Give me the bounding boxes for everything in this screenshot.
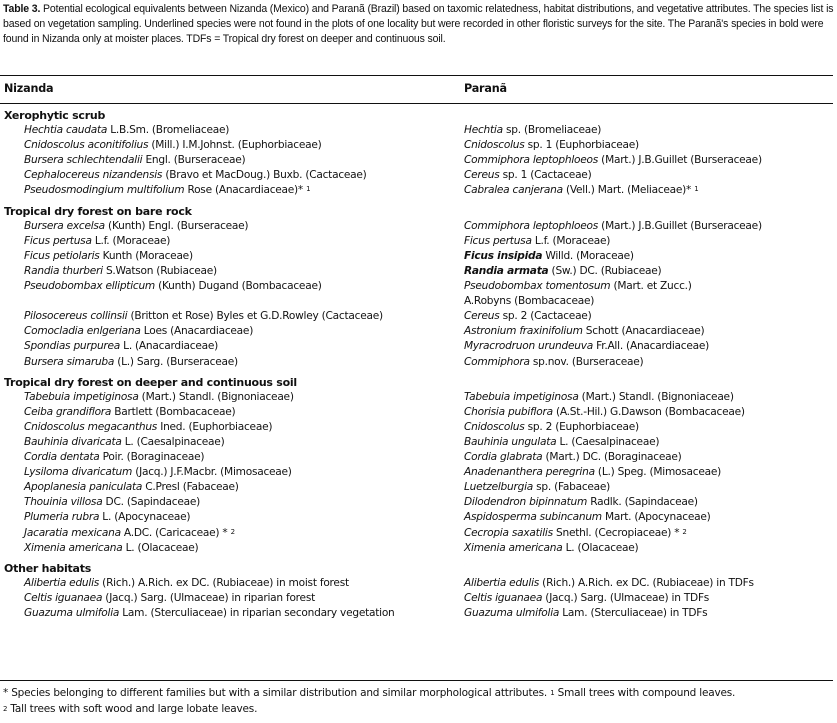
parana-species-row [464, 465, 836, 480]
species-authority-family: sp.nov. (Burseraceae) [529, 355, 644, 368]
nizanda-species-row [4, 591, 444, 606]
species-authority-family: (Mart.) DC. (Boraginaceae) [542, 451, 682, 464]
species-authority-family: Rose (Anacardiaceae)* [184, 184, 307, 197]
species-authority-family: sp. 1 (Cactaceae) [499, 169, 592, 182]
footnote-marker: 1 [694, 185, 699, 194]
species-authority-family: L. (Olacaceae) [122, 541, 199, 554]
nizanda-species-row [4, 405, 444, 420]
species-name: Alibertia edulis [24, 576, 100, 589]
species-name: Cnidoscolus [464, 420, 525, 433]
species-authority-family: C.Presl (Fabaceae) [142, 481, 239, 494]
footnotes [3, 686, 735, 717]
nizanda-species-row [4, 309, 444, 324]
species-name: Ximenia americana [24, 541, 123, 554]
nizanda-species-row [4, 294, 444, 309]
parana-species-row [464, 606, 836, 621]
species-name: Guazuma ulmifolia [24, 607, 120, 619]
species-name: Ficus pertusa [464, 234, 532, 247]
nizanda-species-row [4, 183, 444, 198]
nizanda-species-row [4, 138, 444, 153]
parana-species-row [464, 234, 836, 249]
nizanda-species-row [4, 390, 444, 405]
section-title-spacer [464, 204, 836, 219]
species-name: Hechtia [464, 124, 503, 137]
nizanda-species-row [4, 249, 444, 264]
species-authority-family: L. (Apocynaceae) [99, 511, 191, 524]
nizanda-species-row [4, 510, 444, 525]
caption-label: Table 3. [3, 3, 41, 15]
species-authority-family: L.f. (Moraceae) [91, 234, 171, 247]
parana-species-row [464, 355, 836, 370]
species-authority-family: Bartlett (Bombacaceae) [111, 405, 236, 418]
species-authority-family: sp. 2 (Cactaceae) [499, 310, 592, 323]
species-name: Pseudosmodingium multifolium [24, 184, 185, 197]
species-name: Bursera excelsa [24, 219, 105, 232]
species-name: Celtis iguanaea [24, 591, 103, 604]
section-title-spacer [464, 375, 836, 390]
species-authority-family: (A.St.-Hil.) G.Dawson (Bombacaceae) [552, 405, 745, 418]
header-rule [0, 103, 833, 104]
species-name: Cereus [464, 169, 500, 182]
species-authority-family: (Jacq.) J.F.Macbr. (Mimosaceae) [132, 466, 292, 479]
species-name: Cecropia saxatilis [464, 526, 553, 539]
species-authority-family: L. (Caesalpinaceae) [121, 435, 225, 448]
species-authority-family: Lam. (Sterculiaceae) in riparian secondary vegetation [119, 607, 395, 619]
species-name: Ficus petiolaris [24, 249, 100, 262]
nizanda-species-row [4, 450, 444, 465]
parana-species-row [464, 183, 836, 198]
nizanda-species-row [4, 480, 444, 495]
species-name: Cabralea canjerana [464, 184, 563, 197]
species-name: Chorisia pubiflora [464, 405, 553, 418]
species-name: Hechtia caudata [24, 124, 108, 137]
section-title: Tropical dry forest on deeper and continuous soil [4, 375, 297, 389]
parana-column [464, 108, 836, 621]
species-authority-family: (Britton et Rose) Byles et G.D.Rowley (Cactaceae) [127, 310, 383, 323]
species-name: Aspidosperma subincanum [464, 511, 602, 524]
species-authority-family: (L.) Speg. (Mimosaceae) [594, 466, 722, 479]
species-name: Bauhinia ungulata [464, 435, 557, 448]
nizanda-species-row [4, 153, 444, 168]
species-name: Alibertia edulis [464, 576, 540, 589]
section-title-spacer [464, 561, 836, 576]
species-authority-family: sp. (Fabaceae) [533, 481, 611, 494]
nizanda-species-row [4, 355, 444, 370]
column-header-parana: Paranã [464, 82, 507, 95]
species-authority-family: A.DC. (Caricaceae) * [120, 526, 231, 539]
species-authority-family: L.f. (Moraceae) [531, 234, 611, 247]
species-authority-family: Ined. (Euphorbiaceae) [157, 420, 273, 433]
species-authority-family: A.Robyns (Bombacaceae) [464, 295, 595, 308]
species-authority-family: Snethl. (Cecropiaceae) * [552, 526, 683, 539]
parana-species-row [464, 576, 836, 591]
parana-species-row [464, 591, 836, 606]
nizanda-column [4, 108, 444, 621]
species-name: Dilodendron bipinnatum [464, 496, 588, 509]
species-authority-family: L. (Caesalpinaceae) [556, 435, 660, 448]
species-name: Ceiba grandiflora [24, 405, 112, 418]
species-name: Commiphora [464, 355, 530, 368]
species-authority-family: Fr.All. (Anacardiaceae) [593, 340, 710, 353]
species-name: Randia armata [464, 264, 549, 277]
nizanda-species-row [4, 264, 444, 279]
parana-species-row [464, 138, 836, 153]
species-name: Cordia glabrata [464, 451, 543, 464]
parana-species-row [464, 435, 836, 450]
parana-species-row [464, 279, 836, 294]
parana-species-row [464, 294, 836, 309]
species-name: Ficus pertusa [24, 234, 92, 247]
species-authority-family: (Jacq.) Sarg. (Ulmaceae) in riparian forest [102, 591, 315, 604]
species-authority-family: L.B.Sm. (Bromeliaceae) [107, 124, 230, 137]
species-authority-family: Willd. (Moraceae) [542, 249, 634, 262]
species-authority-family: (Mart.) Standl. (Bignoniaceae) [138, 390, 294, 403]
species-name: Tabebuia impetiginosa [464, 390, 579, 403]
parana-species-row [464, 264, 836, 279]
species-authority-family: Radlk. (Sapindaceae) [587, 496, 698, 509]
parana-species-row [464, 324, 836, 339]
species-name: Plumeria rubra [24, 511, 100, 524]
species-name: Cnidoscolus megacanthus [24, 420, 158, 433]
nizanda-species-row [4, 495, 444, 510]
species-name: Bursera schlechtendalii [24, 154, 143, 167]
species-authority-family: (Mill.) I.M.Johnst. (Euphorbiaceae) [148, 139, 322, 152]
parana-species-row [464, 153, 836, 168]
parana-species-row [464, 526, 836, 541]
parana-species-row [464, 510, 836, 525]
species-name: Guazuma ulmifolia [464, 607, 560, 619]
column-header-nizanda: Nizanda [4, 82, 54, 95]
species-name: Comocladia enlgeriana [24, 325, 141, 338]
bottom-rule [0, 680, 833, 681]
nizanda-species-row [4, 541, 444, 556]
footnote-1: * Species belonging to different families but with a similar distribution and similar morphological attributes. $^1$ Small trees with compound leaves. [3, 687, 736, 699]
parana-species-row [464, 405, 836, 420]
species-name: Thouinia villosa [24, 496, 103, 509]
species-name: Tabebuia impetiginosa [24, 390, 139, 403]
nizanda-species-row [4, 526, 444, 541]
parana-species-row [464, 450, 836, 465]
footnote-marker: 2 [230, 527, 235, 536]
species-authority-family: (Kunth) Dugand (Bombacaceae) [155, 280, 322, 293]
species-name: Anadenanthera peregrina [464, 466, 595, 479]
species-authority-family: (Mart.) J.B.Guillet (Burseraceae) [598, 219, 762, 232]
nizanda-species-row [4, 339, 444, 354]
species-authority-family: (Rich.) A.Rich. ex DC. (Rubiaceae) in TDFs [539, 576, 754, 589]
species-authority-family: sp. 1 (Euphorbiaceae) [524, 139, 639, 152]
parana-species-row [464, 480, 836, 495]
species-name: Commiphora leptophloeos [464, 154, 599, 167]
parana-species-row [464, 495, 836, 510]
species-name: Ximenia americana [464, 541, 563, 554]
species-authority-family: Lam. (Sterculiaceae) in TDFs [559, 607, 708, 619]
species-authority-family: (Jacq.) Sarg. (Ulmaceae) in TDFs [542, 591, 710, 604]
parana-species-row [464, 339, 836, 354]
species-authority-family: (Vell.) Mart. (Meliaceae)* [562, 184, 695, 197]
parana-species-row [464, 249, 836, 264]
footnote-marker: 2 [682, 527, 687, 536]
species-authority-family: (L.) Sarg. (Burseraceae) [114, 355, 238, 368]
species-authority-family: sp. 2 (Euphorbiaceae) [524, 420, 639, 433]
species-name: Cephalocereus nizandensis [24, 169, 163, 182]
species-authority-family: (Bravo et MacDoug.) Buxb. (Cactaceae) [162, 169, 367, 182]
species-name: Randia thurberi [24, 264, 103, 277]
species-authority-family: Mart. (Apocynaceae) [601, 511, 711, 524]
nizanda-species-row [4, 168, 444, 183]
species-name: Lysiloma divaricatum [24, 466, 133, 479]
parana-species-row [464, 390, 836, 405]
species-name: Astronium fraxinifolium [464, 325, 583, 338]
species-name: Myracrodruon urundeuva [464, 340, 593, 353]
species-name: Pseudobombax ellipticum [24, 280, 156, 293]
section-title: Tropical dry forest on bare rock [4, 204, 192, 218]
species-authority-family: Kunth (Moraceae) [99, 249, 193, 262]
parana-species-row [464, 123, 836, 138]
species-authority-family: Engl. (Burseraceae) [142, 154, 246, 167]
species-name: Cnidoscolus aconitifolius [24, 139, 149, 152]
species-name: Jacaratia mexicana [24, 526, 121, 539]
species-name: Cereus [464, 310, 500, 323]
nizanda-species-row [4, 576, 444, 591]
species-authority-family: (Kunth) Engl. (Burseraceae) [104, 219, 249, 232]
nizanda-species-row [4, 324, 444, 339]
species-name: Cnidoscolus [464, 139, 525, 152]
footnote-2: $^2$ Tall trees with soft wood and large lobate leaves. [3, 702, 258, 715]
species-authority-family: Schott (Anacardiaceae) [582, 325, 705, 338]
parana-species-row [464, 309, 836, 324]
section-title: Other habitats [4, 561, 92, 575]
species-authority-family: (Mart.) Standl. (Bignoniaceae) [578, 390, 734, 403]
section-title-spacer [464, 108, 836, 123]
species-name: Luetzelburgia [464, 481, 534, 494]
species-authority-family: Loes (Anacardiaceae) [140, 325, 254, 338]
species-name: Bursera simaruba [24, 355, 115, 368]
nizanda-species-row [4, 279, 444, 294]
species-name: Cordia dentata [24, 451, 100, 464]
caption-text: Potential ecological equivalents between Nizanda (Mexico) and Paranã (Brazil) based on taxomic relatedness, habitat distributions, and vegetative attributes. The species list is based on vegetation sampling. Underlined species were not found in the plots of one locality but were recorded in other floristic surveys for the site. The Paranã's species in bold were found in Nizanda only at moister places. TDFs = Tropical dry forest on deeper and continuous soil. [3, 3, 834, 46]
nizanda-species-row [4, 435, 444, 450]
species-name: Apoplanesia paniculata [24, 481, 143, 494]
parana-species-row [464, 541, 836, 556]
species-name: Celtis iguanaea [464, 591, 543, 604]
nizanda-species-row [4, 465, 444, 480]
nizanda-species-row [4, 606, 444, 621]
species-authority-family: S.Watson (Rubiaceae) [102, 264, 217, 277]
species-authority-family: L. (Olacaceae) [562, 541, 639, 554]
section-title: Xerophytic scrub [4, 109, 106, 122]
footnote-marker: 1 [306, 185, 311, 194]
species-name: Pseudobombax tomentosum [464, 280, 611, 293]
species-name: Pilosocereus collinsii [24, 310, 128, 323]
table-caption [3, 2, 833, 48]
species-authority-family: DC. (Sapindaceae) [102, 496, 201, 509]
species-authority-family: (Mart.) J.B.Guillet (Burseraceae) [598, 154, 762, 167]
nizanda-species-row [4, 123, 444, 138]
species-authority-family: (Rich.) A.Rich. ex DC. (Rubiaceae) in moist forest [99, 576, 349, 589]
parana-species-row [464, 168, 836, 183]
species-name: Spondias purpurea [24, 340, 121, 353]
species-name: Bauhinia divaricata [24, 435, 122, 448]
species-authority-family: sp. (Bromeliaceae) [502, 124, 602, 137]
species-authority-family: Poir. (Boraginaceae) [99, 451, 205, 464]
nizanda-species-row [4, 234, 444, 249]
nizanda-species-row [4, 420, 444, 435]
species-authority-family: (Sw.) DC. (Rubiaceae) [548, 264, 662, 277]
species-authority-family: (Mart. et Zucc.) [610, 280, 692, 293]
species-name: Commiphora leptophloeos [464, 219, 599, 232]
species-authority-family: L. (Anacardiaceae) [120, 340, 219, 353]
parana-species-row [464, 219, 836, 234]
species-name: Ficus insipida [464, 249, 543, 262]
nizanda-species-row [4, 219, 444, 234]
top-rule [0, 75, 833, 76]
parana-species-row [464, 420, 836, 435]
